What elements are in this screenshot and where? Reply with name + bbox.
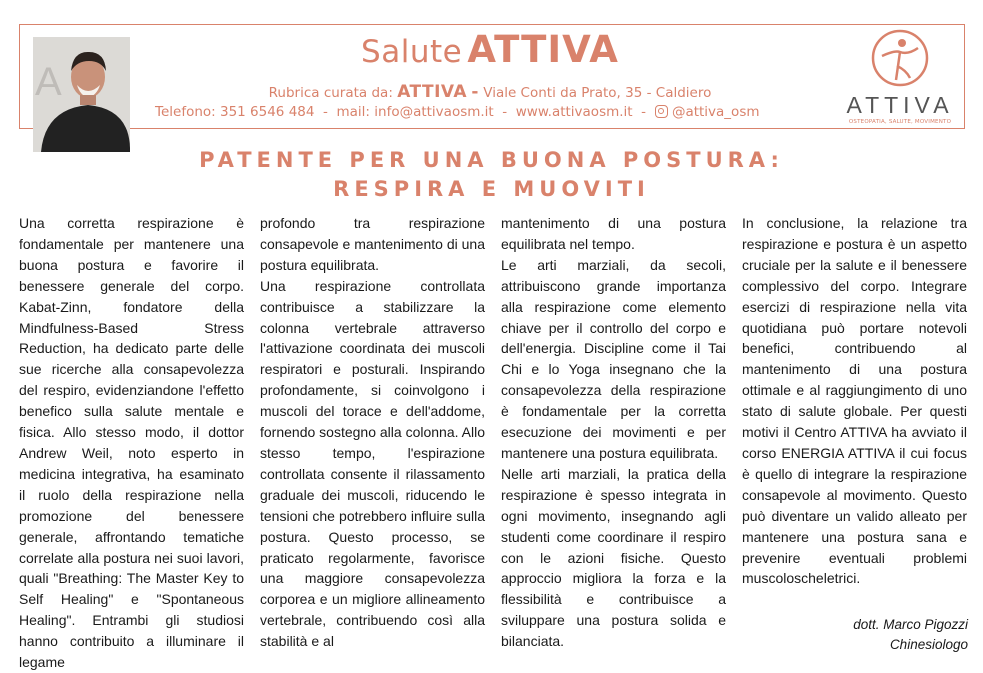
signature-role: Chinesiologo xyxy=(889,637,968,652)
author-signature xyxy=(742,615,968,655)
rubrica-separator: - xyxy=(471,82,479,102)
column-3-paragraph-3: Nelle arti marziali, la pratica della respirazione è spesso integrata in ogni movimento, insegnando agli studenti come coordinare il respiro con le azioni fisiche. Questo approccio migliora la forza e la flessibilità e contribuisce a sviluppare una postura solida e bilanciata. xyxy=(501,465,726,650)
rubrica-address: Viale Conti da Prato, 35 - Caldiero xyxy=(483,85,712,101)
column-2-paragraph-2: Una respirazione controllata contribuisce a stabilizzare la colonna vertebrale attraverso l'attivazione coordinata dei muscoli respiratori e posturali. Inspirando profondamente, si coinvolgono i muscoli del torace e dell'addome, fornendo sostegno alla colonna. Allo stesso tempo, l'espirazione controllata consente il rilassamento graduale dei muscoli, riducendo le tensioni che potrebbero influire sulla postura. Questo processo, se praticato regolarmente, favorisce una maggiore consapevolezza corporea e un migliore allineamento vertebrale, contribuendo così alla stabilità e al xyxy=(260,277,485,650)
title-bold: ATTIVA xyxy=(467,28,619,71)
contacts-line xyxy=(155,104,855,120)
column-title xyxy=(260,28,720,71)
column-3-paragraph-2: Le arti marziali, da secoli, attribuiscono grande importanza alla respirazione come elemento chiave per il controllo del corpo e dell'energia. Discipline come il Tai Chi e lo Yoga insegnano che la consapevolezza della respirazione è fondamentale per la corretta esecuzione dei movimenti e per mantenere una postura equilibrata. xyxy=(501,256,726,461)
author-photo xyxy=(33,37,130,152)
rubrica-line xyxy=(250,82,730,102)
column-1-text: Una corretta respirazione è fondamentale per mantenere una buona postura e favorire il benessere generale del corpo. Kabat-Zinn, fondatore della Mindfulness-Based Stress Reduction, ha dedicato parte delle sue ricerche alla consapevolezza del respiro, evidenziandone l'effetto benefico sulla salute mentale e fisica. Allo stesso modo, il dottor Andrew Weil, noto esperto in medicina integrativa, ha esaminato il ruolo della respirazione nella promozione del benessere generale, affrontando tematiche correlate alla postura nei suoi lavori, quali "Breathing: The Master Key to Self Healing" e "Spontaneous Healing". Entrambi gli studiosi hanno contribuito a illuminare il legame xyxy=(19,215,244,671)
article-column-1 xyxy=(19,213,244,673)
column-4-text: In conclusione, la relazione tra respirazione e postura è un aspetto cruciale per la salute e il benessere complessivo del corpo. Integrare esercizi di respirazione nella vita quotidiana può portare notevoli benefici, contribuendo al mantenimento di una postura ottimale e al raggiungimento di uno stato di salute globale. Per questi motivi il Centro ATTIVA ha avviato il corso ENERGIA ATTIVA il cui focus è quello di integrare la respirazione consapevole al movimento. Questo può diventare un valido alleato per mantenere una postura sana e prevenire eventuali problemi muscoloscheletrici. xyxy=(742,215,967,587)
rubrica-brand: ATTIVA xyxy=(397,82,468,102)
article-column-4 xyxy=(742,213,967,589)
instagram-icon xyxy=(655,105,668,118)
article-headline xyxy=(0,146,983,204)
svg-text:A: A xyxy=(35,60,62,104)
rubrica-prefix: Rubrica curata da: xyxy=(268,85,393,101)
column-3-paragraph-1: mantenimento di una postura equilibrata nel tempo. xyxy=(501,215,726,252)
logo-tagline: OSTEOPATIA, SALUTE, MOVIMENTO xyxy=(848,119,952,125)
logo-wordmark: ATTIVA xyxy=(846,92,954,118)
title-light: Salute xyxy=(361,34,463,70)
instagram-handle[interactable]: @attiva_osm xyxy=(671,104,760,120)
headline-line-2: RESPIRA E MUOVITI xyxy=(333,177,650,201)
article-column-3 xyxy=(501,213,726,652)
headline-line-1: PATENTE PER UNA BUONA POSTURA: xyxy=(199,148,784,172)
contacts-text: Telefono: 351 6546 484 - mail: info@attivaosm.it - www.attivaosm.it - xyxy=(155,104,651,120)
column-2-paragraph-1: profondo tra respirazione consapevole e mantenimento di una postura equilibrata. xyxy=(260,215,485,273)
signature-name: dott. Marco Pigozzi xyxy=(853,617,968,632)
article-column-2 xyxy=(260,213,485,652)
